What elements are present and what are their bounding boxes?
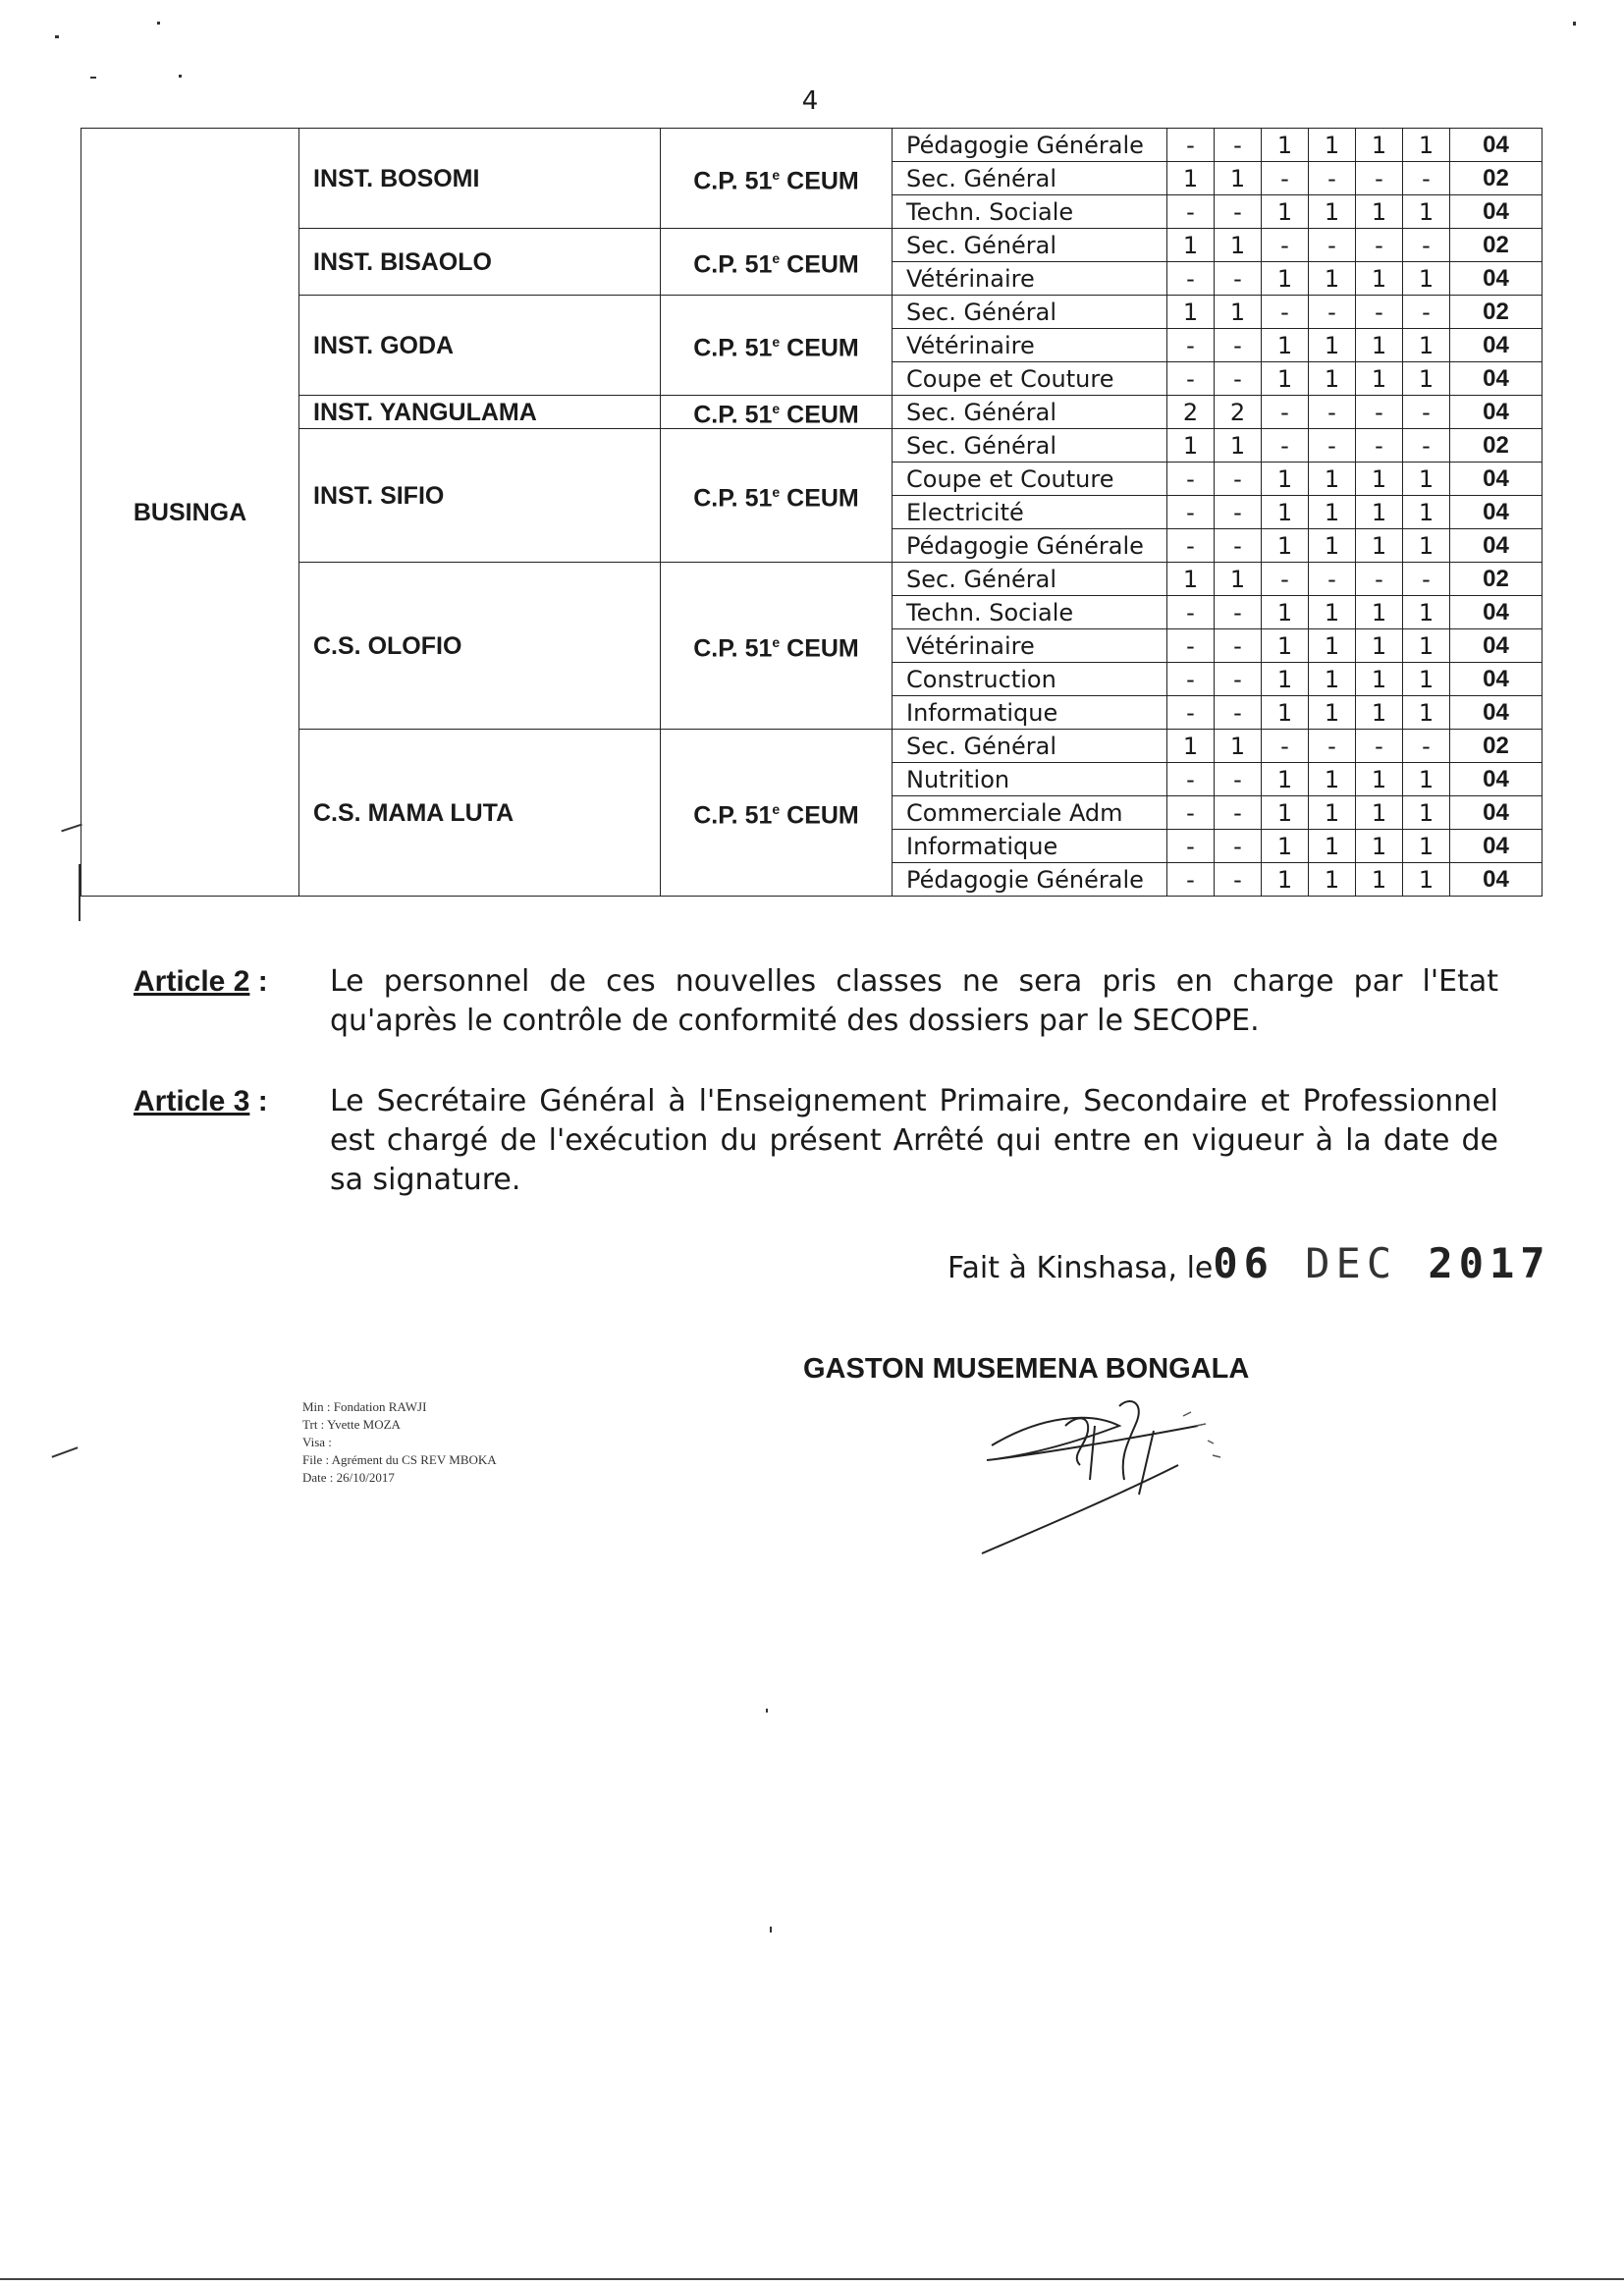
class-count-cell: 1 — [1403, 496, 1450, 529]
class-count-cell: - — [1309, 563, 1356, 596]
total-cell: 02 — [1450, 296, 1543, 329]
class-count-cell: 1 — [1262, 129, 1309, 162]
total-cell: 04 — [1450, 663, 1543, 696]
total-cell: 04 — [1450, 362, 1543, 396]
option-cell: Pédagogie Générale — [893, 129, 1167, 162]
class-count-cell: - — [1167, 262, 1215, 296]
class-count-cell: - — [1356, 396, 1403, 429]
class-count-cell: 1 — [1309, 629, 1356, 663]
total-cell: 04 — [1450, 596, 1543, 629]
scan-speck — [52, 1446, 79, 1457]
class-count-cell: - — [1309, 396, 1356, 429]
class-count-cell: - — [1167, 463, 1215, 496]
class-count-cell: - — [1262, 563, 1309, 596]
option-cell: Pédagogie Générale — [893, 529, 1167, 563]
table-row — [81, 229, 1543, 262]
total-cell: 04 — [1450, 129, 1543, 162]
total-cell: 04 — [1450, 262, 1543, 296]
class-count-cell: 1 — [1356, 863, 1403, 897]
class-count-cell: 1 — [1309, 195, 1356, 229]
class-count-cell: - — [1403, 396, 1450, 429]
page-bottom-rule — [0, 2278, 1624, 2280]
class-count-cell: - — [1356, 162, 1403, 195]
class-count-cell: 1 — [1309, 463, 1356, 496]
class-count-cell: 1 — [1262, 262, 1309, 296]
table-row — [81, 396, 1543, 429]
class-count-cell: 1 — [1167, 429, 1215, 463]
cp-superscript: e — [772, 167, 781, 184]
class-count-cell: 1 — [1262, 696, 1309, 730]
class-count-cell: 1 — [1403, 863, 1450, 897]
cp-cell — [661, 296, 893, 396]
total-cell: 02 — [1450, 229, 1543, 262]
class-count-cell: 1 — [1403, 463, 1450, 496]
article-3-label: Article 3 : — [134, 1085, 268, 1117]
class-count-cell: 1 — [1356, 129, 1403, 162]
class-count-cell: - — [1215, 329, 1262, 362]
page-number: 4 — [801, 86, 819, 116]
class-count-cell: 2 — [1215, 396, 1262, 429]
cp-prefix: C.P. 51 — [693, 401, 773, 429]
class-count-cell: - — [1167, 596, 1215, 629]
class-count-cell: - — [1215, 696, 1262, 730]
class-count-cell: 1 — [1403, 329, 1450, 362]
article-2 — [134, 962, 1498, 1041]
class-count-cell: 1 — [1403, 362, 1450, 396]
class-count-cell: - — [1262, 296, 1309, 329]
total-cell: 04 — [1450, 529, 1543, 563]
option-cell: Sec. Général — [893, 229, 1167, 262]
class-count-cell: 1 — [1262, 796, 1309, 830]
class-count-cell: 1 — [1167, 296, 1215, 329]
class-count-cell: 1 — [1309, 596, 1356, 629]
class-count-cell: - — [1403, 563, 1450, 596]
class-count-cell: - — [1309, 730, 1356, 763]
scan-speck — [61, 824, 82, 833]
class-count-cell: - — [1167, 496, 1215, 529]
class-count-cell: - — [1309, 162, 1356, 195]
class-count-cell: 1 — [1356, 629, 1403, 663]
class-count-cell: 1 — [1309, 796, 1356, 830]
total-cell: 04 — [1450, 696, 1543, 730]
option-cell: Sec. Général — [893, 162, 1167, 195]
cp-suffix: CEUM — [780, 634, 859, 663]
cp-cell — [661, 730, 893, 897]
total-cell: 04 — [1450, 396, 1543, 429]
table-row — [81, 296, 1543, 329]
cp-cell — [661, 129, 893, 229]
option-cell: Informatique — [893, 830, 1167, 863]
class-count-cell: 1 — [1167, 162, 1215, 195]
class-count-cell: 1 — [1356, 796, 1403, 830]
class-count-cell: 1 — [1403, 629, 1450, 663]
class-count-cell: 1 — [1403, 763, 1450, 796]
cp-suffix: CEUM — [780, 801, 859, 830]
cp-prefix: C.P. 51 — [693, 484, 773, 513]
cp-suffix: CEUM — [780, 484, 859, 513]
cp-superscript: e — [772, 401, 781, 417]
class-count-cell: 1 — [1356, 262, 1403, 296]
class-count-cell: 1 — [1309, 863, 1356, 897]
class-count-cell: 1 — [1262, 496, 1309, 529]
scan-speck — [90, 77, 96, 79]
class-count-cell: 1 — [1215, 296, 1262, 329]
class-count-cell: 1 — [1403, 830, 1450, 863]
class-count-cell: 1 — [1403, 596, 1450, 629]
class-count-cell: - — [1215, 463, 1262, 496]
total-cell: 02 — [1450, 563, 1543, 596]
class-count-cell: 1 — [1262, 362, 1309, 396]
reference-trt: Trt : Yvette MOZA — [302, 1417, 401, 1432]
reference-min: Min : Fondation RAWJI — [302, 1399, 427, 1414]
class-count-cell: 1 — [1215, 730, 1262, 763]
class-count-cell: - — [1215, 830, 1262, 863]
class-count-cell: 1 — [1356, 663, 1403, 696]
school-name-cell: INST. BOSOMI — [299, 129, 661, 229]
class-count-cell: - — [1167, 629, 1215, 663]
class-count-cell: - — [1403, 229, 1450, 262]
class-count-cell: 1 — [1309, 329, 1356, 362]
option-cell: Vétérinaire — [893, 262, 1167, 296]
class-count-cell: 1 — [1262, 863, 1309, 897]
class-count-cell: - — [1215, 496, 1262, 529]
reference-file: File : Agrément du CS REV MBOKA — [302, 1452, 497, 1467]
class-count-cell: 1 — [1215, 563, 1262, 596]
table-row — [81, 129, 1543, 162]
class-count-cell: 1 — [1215, 229, 1262, 262]
signer-name: GASTON MUSEMENA BONGALA — [803, 1353, 1250, 1385]
class-count-cell: - — [1262, 730, 1309, 763]
class-count-cell: - — [1167, 796, 1215, 830]
class-count-cell: - — [1356, 429, 1403, 463]
class-count-cell: 1 — [1309, 496, 1356, 529]
scan-speck — [157, 22, 160, 25]
option-cell: Techn. Sociale — [893, 195, 1167, 229]
signature-date — [947, 1239, 1551, 1287]
option-cell: Vétérinaire — [893, 329, 1167, 362]
total-cell: 04 — [1450, 863, 1543, 897]
table-row — [81, 730, 1543, 763]
total-cell: 04 — [1450, 329, 1543, 362]
class-count-cell: - — [1215, 629, 1262, 663]
option-cell: Pédagogie Générale — [893, 863, 1167, 897]
reference-date: Date : 26/10/2017 — [302, 1470, 395, 1485]
class-count-cell: 1 — [1262, 629, 1309, 663]
class-count-cell: - — [1167, 763, 1215, 796]
class-count-cell: - — [1215, 262, 1262, 296]
total-cell: 04 — [1450, 796, 1543, 830]
table-row — [81, 563, 1543, 596]
class-count-cell: - — [1167, 362, 1215, 396]
class-count-cell: 1 — [1167, 730, 1215, 763]
class-count-cell: - — [1167, 663, 1215, 696]
reference-block — [302, 1398, 497, 1487]
option-cell: Construction — [893, 663, 1167, 696]
class-count-cell: - — [1262, 396, 1309, 429]
scan-speck — [766, 1709, 768, 1713]
scan-speck — [770, 1927, 772, 1933]
class-count-cell: 1 — [1309, 529, 1356, 563]
handwritten-signature — [972, 1387, 1267, 1563]
class-count-cell: - — [1215, 596, 1262, 629]
date-stamp: 06 DEC 2017 — [1213, 1239, 1551, 1287]
class-count-cell: 1 — [1356, 596, 1403, 629]
class-count-cell: - — [1215, 863, 1262, 897]
class-count-cell: 1 — [1262, 463, 1309, 496]
option-cell: Informatique — [893, 696, 1167, 730]
class-count-cell: 2 — [1167, 396, 1215, 429]
option-cell: Coupe et Couture — [893, 362, 1167, 396]
class-count-cell: 1 — [1262, 663, 1309, 696]
class-count-cell: - — [1262, 162, 1309, 195]
class-count-cell: 1 — [1356, 463, 1403, 496]
class-count-cell: 1 — [1215, 429, 1262, 463]
article-2-text: Le personnel de ces nouvelles classes ne sera pris en charge par l'Etat qu'après le contrôle de conformité des dossiers par le SECOPE. — [330, 964, 1498, 1038]
class-count-cell: 1 — [1356, 362, 1403, 396]
class-count-cell: - — [1167, 863, 1215, 897]
class-count-cell: 1 — [1356, 195, 1403, 229]
class-count-cell: - — [1167, 129, 1215, 162]
class-count-cell: - — [1403, 296, 1450, 329]
scan-speck — [179, 75, 182, 78]
total-cell: 04 — [1450, 195, 1543, 229]
cp-prefix: C.P. 51 — [693, 334, 773, 362]
cp-cell — [661, 396, 893, 429]
reference-visa: Visa : — [302, 1435, 332, 1449]
scan-speck — [55, 35, 59, 38]
option-cell: Commerciale Adm — [893, 796, 1167, 830]
scan-speck — [79, 864, 81, 921]
class-count-cell: - — [1403, 730, 1450, 763]
class-count-cell: - — [1309, 229, 1356, 262]
cp-superscript: e — [772, 250, 781, 267]
cp-superscript: e — [772, 634, 781, 651]
class-count-cell: 1 — [1356, 529, 1403, 563]
schools-table — [81, 128, 1543, 897]
class-count-cell: 1 — [1403, 195, 1450, 229]
cp-superscript: e — [772, 334, 781, 351]
option-cell: Sec. Général — [893, 296, 1167, 329]
class-count-cell: - — [1356, 296, 1403, 329]
class-count-cell: - — [1167, 830, 1215, 863]
cp-cell — [661, 429, 893, 563]
class-count-cell: - — [1215, 195, 1262, 229]
class-count-cell: 1 — [1309, 763, 1356, 796]
class-count-cell: - — [1262, 229, 1309, 262]
total-cell: 02 — [1450, 162, 1543, 195]
class-count-cell: 1 — [1309, 129, 1356, 162]
class-count-cell: 1 — [1403, 663, 1450, 696]
class-count-cell: - — [1167, 195, 1215, 229]
option-cell: Electricité — [893, 496, 1167, 529]
class-count-cell: - — [1356, 563, 1403, 596]
cp-prefix: C.P. 51 — [693, 167, 773, 195]
class-count-cell: 1 — [1309, 696, 1356, 730]
option-cell: Coupe et Couture — [893, 463, 1167, 496]
table-row — [81, 429, 1543, 463]
article-3-text: Le Secrétaire Général à l'Enseignement Primaire, Secondaire et Professionnel est chargé de l'exécution du présent Arrêté qui entre en vigueur à la date de sa signature. — [330, 1084, 1498, 1197]
option-cell: Sec. Général — [893, 730, 1167, 763]
class-count-cell: 1 — [1356, 329, 1403, 362]
class-count-cell: 1 — [1403, 262, 1450, 296]
class-count-cell: 1 — [1309, 830, 1356, 863]
cp-suffix: CEUM — [780, 334, 859, 362]
class-count-cell: - — [1215, 529, 1262, 563]
class-count-cell: 1 — [1403, 796, 1450, 830]
school-name-cell: INST. SIFIO — [299, 429, 661, 563]
class-count-cell: - — [1215, 362, 1262, 396]
class-count-cell: 1 — [1262, 329, 1309, 362]
school-name-cell: C.S. MAMA LUTA — [299, 730, 661, 897]
cp-cell — [661, 563, 893, 730]
class-count-cell: - — [1356, 229, 1403, 262]
class-count-cell: 1 — [1262, 596, 1309, 629]
cp-superscript: e — [772, 801, 781, 818]
total-cell: 02 — [1450, 429, 1543, 463]
class-count-cell: 1 — [1262, 529, 1309, 563]
cp-cell — [661, 229, 893, 296]
class-count-cell: - — [1167, 529, 1215, 563]
cp-prefix: C.P. 51 — [693, 250, 773, 279]
class-count-cell: 1 — [1356, 830, 1403, 863]
class-count-cell: 1 — [1403, 129, 1450, 162]
class-count-cell: - — [1309, 429, 1356, 463]
total-cell: 04 — [1450, 463, 1543, 496]
cp-superscript: e — [772, 484, 781, 501]
school-name-cell: INST. GODA — [299, 296, 661, 396]
cp-prefix: C.P. 51 — [693, 634, 773, 663]
class-count-cell: - — [1167, 696, 1215, 730]
class-count-cell: 1 — [1356, 496, 1403, 529]
class-count-cell: 1 — [1403, 529, 1450, 563]
class-count-cell: - — [1403, 162, 1450, 195]
article-2-label: Article 2 : — [134, 965, 268, 998]
total-cell: 04 — [1450, 496, 1543, 529]
class-count-cell: 1 — [1167, 563, 1215, 596]
cp-suffix: CEUM — [780, 401, 859, 429]
total-cell: 04 — [1450, 763, 1543, 796]
class-count-cell: 1 — [1309, 663, 1356, 696]
class-count-cell: - — [1215, 796, 1262, 830]
class-count-cell: - — [1262, 429, 1309, 463]
school-name-cell: INST. YANGULAMA — [299, 396, 661, 429]
zone-cell: BUSINGA — [81, 129, 299, 897]
class-count-cell: 1 — [1262, 763, 1309, 796]
class-count-cell: 1 — [1356, 696, 1403, 730]
total-cell: 02 — [1450, 730, 1543, 763]
option-cell: Sec. Général — [893, 429, 1167, 463]
total-cell: 04 — [1450, 629, 1543, 663]
class-count-cell: 1 — [1356, 763, 1403, 796]
option-cell: Vétérinaire — [893, 629, 1167, 663]
option-cell: Techn. Sociale — [893, 596, 1167, 629]
total-cell: 04 — [1450, 830, 1543, 863]
class-count-cell: - — [1356, 730, 1403, 763]
class-count-cell: - — [1309, 296, 1356, 329]
class-count-cell: 1 — [1403, 696, 1450, 730]
class-count-cell: 1 — [1309, 262, 1356, 296]
class-count-cell: - — [1215, 763, 1262, 796]
class-count-cell: - — [1215, 663, 1262, 696]
class-count-cell: 1 — [1262, 830, 1309, 863]
class-count-cell: - — [1403, 429, 1450, 463]
school-name-cell: C.S. OLOFIO — [299, 563, 661, 730]
school-name-cell: INST. BISAOLO — [299, 229, 661, 296]
table-body — [81, 129, 1543, 897]
scan-speck — [1573, 22, 1576, 26]
cp-suffix: CEUM — [780, 167, 859, 195]
class-count-cell: - — [1215, 129, 1262, 162]
class-count-cell: 1 — [1309, 362, 1356, 396]
place-text: Fait à Kinshasa, le — [947, 1251, 1214, 1285]
class-count-cell: 1 — [1215, 162, 1262, 195]
class-count-cell: 1 — [1167, 229, 1215, 262]
option-cell: Nutrition — [893, 763, 1167, 796]
class-count-cell: 1 — [1262, 195, 1309, 229]
cp-prefix: C.P. 51 — [693, 801, 773, 830]
class-count-cell: - — [1167, 329, 1215, 362]
article-3 — [134, 1082, 1498, 1200]
option-cell: Sec. Général — [893, 396, 1167, 429]
cp-suffix: CEUM — [780, 250, 859, 279]
option-cell: Sec. Général — [893, 563, 1167, 596]
